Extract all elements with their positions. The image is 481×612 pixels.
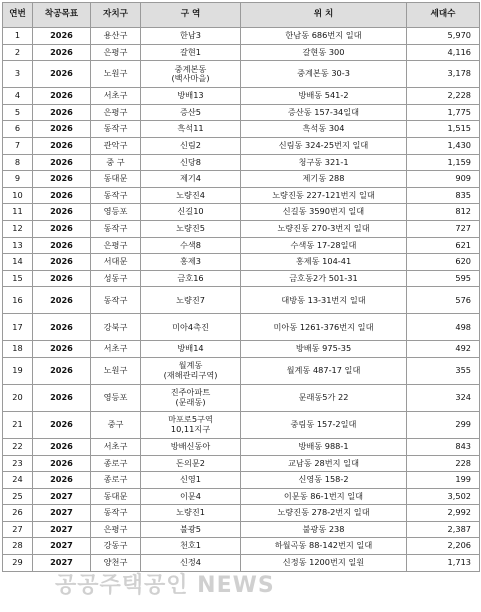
table-row [3, 88, 480, 105]
cell-district: 동작구 [91, 220, 141, 237]
cell-location: 신정동 1200번지 일원 [241, 555, 407, 572]
cell-households: 324 [407, 384, 480, 411]
cell-district: 은평구 [91, 104, 141, 121]
cell-households: 909 [407, 171, 480, 188]
cell-households: 595 [407, 270, 480, 287]
table-row [3, 341, 480, 358]
cell-no: 13 [3, 237, 33, 254]
table-row [3, 357, 480, 384]
cell-year: 2026 [33, 472, 91, 489]
table-row [3, 121, 480, 138]
cell-no: 27 [3, 521, 33, 538]
cell-location: 문래동5가 22 [241, 384, 407, 411]
cell-year: 2026 [33, 341, 91, 358]
cell-district: 강동구 [91, 538, 141, 555]
cell-households: 3,502 [407, 488, 480, 505]
table-row [3, 254, 480, 271]
cell-year: 2026 [33, 384, 91, 411]
cell-no: 16 [3, 287, 33, 314]
cell-households: 299 [407, 411, 480, 438]
cell-location: 신림동 324-25번지 일대 [241, 137, 407, 154]
cell-district: 영등포 [91, 384, 141, 411]
cell-area: 미아4촉진 [141, 314, 241, 341]
housing-table [2, 2, 480, 572]
cell-year: 2026 [33, 237, 91, 254]
cell-households: 492 [407, 341, 480, 358]
cell-households: 2,206 [407, 538, 480, 555]
cell-year: 2027 [33, 521, 91, 538]
cell-households: 1,713 [407, 555, 480, 572]
cell-area: 한남3 [141, 28, 241, 45]
table-row [3, 171, 480, 188]
table-row [3, 237, 480, 254]
cell-area: 신정4 [141, 555, 241, 572]
cell-district: 강북구 [91, 314, 141, 341]
cell-no: 23 [3, 455, 33, 472]
cell-no: 10 [3, 187, 33, 204]
cell-no: 24 [3, 472, 33, 489]
table-row [3, 538, 480, 555]
cell-district: 성동구 [91, 270, 141, 287]
cell-location: 대방동 13-31번지 일대 [241, 287, 407, 314]
cell-no: 2 [3, 44, 33, 61]
cell-households: 1,159 [407, 154, 480, 171]
header-row [3, 3, 480, 28]
cell-no: 19 [3, 357, 33, 384]
cell-area: 신림2 [141, 137, 241, 154]
cell-households: 355 [407, 357, 480, 384]
cell-district: 동대문 [91, 488, 141, 505]
cell-location: 노량진동 278-2번지 일대 [241, 505, 407, 522]
cell-households: 5,970 [407, 28, 480, 45]
cell-area: 갈현1 [141, 44, 241, 61]
cell-area: 천호1 [141, 538, 241, 555]
header-year: 착공목표 [33, 3, 91, 28]
cell-no: 7 [3, 137, 33, 154]
cell-area: 방배13 [141, 88, 241, 105]
table-row [3, 187, 480, 204]
table-row [3, 555, 480, 572]
cell-no: 22 [3, 438, 33, 455]
cell-district: 중구 [91, 411, 141, 438]
cell-no: 14 [3, 254, 33, 271]
cell-no: 3 [3, 61, 33, 88]
cell-households: 812 [407, 204, 480, 221]
cell-households: 621 [407, 237, 480, 254]
cell-district: 은평구 [91, 521, 141, 538]
cell-year: 2026 [33, 44, 91, 61]
cell-area: 노량진4 [141, 187, 241, 204]
cell-households: 4,116 [407, 44, 480, 61]
cell-area: 진주아파트 (문래동) [141, 384, 241, 411]
table-row [3, 204, 480, 221]
cell-location: 방배동 541-2 [241, 88, 407, 105]
cell-households: 620 [407, 254, 480, 271]
cell-no: 8 [3, 154, 33, 171]
table-row [3, 104, 480, 121]
cell-district: 노원구 [91, 61, 141, 88]
cell-households: 1,775 [407, 104, 480, 121]
cell-no: 18 [3, 341, 33, 358]
table-row [3, 220, 480, 237]
cell-year: 2026 [33, 137, 91, 154]
watermark: 공공주택공인 NEWS [55, 573, 275, 598]
header-households: 세대수 [407, 3, 480, 28]
cell-area: 신당8 [141, 154, 241, 171]
cell-households: 2,228 [407, 88, 480, 105]
cell-no: 15 [3, 270, 33, 287]
cell-households: 3,178 [407, 61, 480, 88]
cell-location: 갈현동 300 [241, 44, 407, 61]
cell-area: 이문4 [141, 488, 241, 505]
cell-location: 한남동 686번지 일대 [241, 28, 407, 45]
cell-district: 동작구 [91, 121, 141, 138]
cell-no: 20 [3, 384, 33, 411]
cell-location: 신영동 158-2 [241, 472, 407, 489]
cell-no: 6 [3, 121, 33, 138]
cell-district: 종로구 [91, 472, 141, 489]
cell-district: 양천구 [91, 555, 141, 572]
cell-district: 용산구 [91, 28, 141, 45]
cell-location: 신길동 3590번지 일대 [241, 204, 407, 221]
cell-households: 228 [407, 455, 480, 472]
cell-no: 26 [3, 505, 33, 522]
cell-location: 증산동 157-34일대 [241, 104, 407, 121]
cell-location: 수색동 17-28일대 [241, 237, 407, 254]
cell-area: 흑석11 [141, 121, 241, 138]
table-row [3, 384, 480, 411]
cell-location: 불광동 238 [241, 521, 407, 538]
cell-location: 노량진동 227-121번지 일대 [241, 187, 407, 204]
cell-area: 불광5 [141, 521, 241, 538]
cell-year: 2026 [33, 455, 91, 472]
cell-location: 중계본동 30-3 [241, 61, 407, 88]
cell-households: 199 [407, 472, 480, 489]
cell-district: 서초구 [91, 88, 141, 105]
cell-district: 노원구 [91, 357, 141, 384]
cell-year: 2026 [33, 220, 91, 237]
cell-location: 제기동 288 [241, 171, 407, 188]
cell-area: 증산5 [141, 104, 241, 121]
cell-area: 홍제3 [141, 254, 241, 271]
cell-year: 2026 [33, 88, 91, 105]
cell-area: 방배신동아 [141, 438, 241, 455]
cell-no: 4 [3, 88, 33, 105]
cell-year: 2026 [33, 270, 91, 287]
header-no: 연번 [3, 3, 33, 28]
cell-households: 843 [407, 438, 480, 455]
header-area: 구 역 [141, 3, 241, 28]
cell-location: 이문동 86-1번지 일대 [241, 488, 407, 505]
cell-year: 2026 [33, 28, 91, 45]
cell-location: 하월곡동 88-142번지 일대 [241, 538, 407, 555]
cell-location: 방배동 988-1 [241, 438, 407, 455]
table-row [3, 270, 480, 287]
cell-year: 2026 [33, 121, 91, 138]
cell-district: 종로구 [91, 455, 141, 472]
cell-year: 2027 [33, 488, 91, 505]
table-row [3, 505, 480, 522]
cell-households: 1,515 [407, 121, 480, 138]
cell-district: 서초구 [91, 438, 141, 455]
cell-location: 미아동 1261-376번지 일대 [241, 314, 407, 341]
cell-year: 2027 [33, 505, 91, 522]
table-row [3, 455, 480, 472]
table-row [3, 44, 480, 61]
cell-households: 727 [407, 220, 480, 237]
table-row [3, 314, 480, 341]
cell-district: 동작구 [91, 505, 141, 522]
cell-no: 11 [3, 204, 33, 221]
cell-year: 2026 [33, 204, 91, 221]
cell-area: 제기4 [141, 171, 241, 188]
cell-households: 2,387 [407, 521, 480, 538]
cell-location: 중림동 157-2일대 [241, 411, 407, 438]
cell-no: 21 [3, 411, 33, 438]
cell-area: 신영1 [141, 472, 241, 489]
cell-location: 금호동2가 501-31 [241, 270, 407, 287]
cell-area: 돈의문2 [141, 455, 241, 472]
cell-year: 2026 [33, 154, 91, 171]
cell-area: 금호16 [141, 270, 241, 287]
cell-area: 신길10 [141, 204, 241, 221]
cell-no: 1 [3, 28, 33, 45]
table-row [3, 521, 480, 538]
cell-district: 서초구 [91, 341, 141, 358]
table-row [3, 137, 480, 154]
cell-no: 29 [3, 555, 33, 572]
cell-location: 방배동 975-35 [241, 341, 407, 358]
cell-area: 노량진1 [141, 505, 241, 522]
cell-area: 노량진5 [141, 220, 241, 237]
cell-district: 동대문 [91, 171, 141, 188]
cell-no: 9 [3, 171, 33, 188]
table-row [3, 472, 480, 489]
cell-location: 월계동 487-17 일대 [241, 357, 407, 384]
cell-households: 576 [407, 287, 480, 314]
cell-area: 중계본동 (백사마을) [141, 61, 241, 88]
cell-location: 노량진동 270-3번지 일대 [241, 220, 407, 237]
cell-location: 흑석동 304 [241, 121, 407, 138]
cell-district: 동작구 [91, 287, 141, 314]
cell-area: 수색8 [141, 237, 241, 254]
cell-location: 홍제동 104-41 [241, 254, 407, 271]
cell-year: 2026 [33, 314, 91, 341]
table-row [3, 28, 480, 45]
cell-no: 25 [3, 488, 33, 505]
table-row [3, 411, 480, 438]
cell-year: 2026 [33, 411, 91, 438]
cell-year: 2026 [33, 171, 91, 188]
cell-district: 영등포 [91, 204, 141, 221]
header-location: 위 치 [241, 3, 407, 28]
cell-area: 마포로5구역 10,11지구 [141, 411, 241, 438]
cell-area: 월계동 (재해관리구역) [141, 357, 241, 384]
cell-year: 2026 [33, 61, 91, 88]
cell-year: 2026 [33, 104, 91, 121]
cell-no: 17 [3, 314, 33, 341]
cell-year: 2026 [33, 287, 91, 314]
cell-district: 은평구 [91, 237, 141, 254]
cell-households: 1,430 [407, 137, 480, 154]
table-row [3, 61, 480, 88]
cell-year: 2026 [33, 187, 91, 204]
cell-year: 2026 [33, 438, 91, 455]
cell-year: 2026 [33, 357, 91, 384]
table-row [3, 438, 480, 455]
cell-year: 2027 [33, 555, 91, 572]
cell-district: 중 구 [91, 154, 141, 171]
cell-no: 28 [3, 538, 33, 555]
cell-area: 방배14 [141, 341, 241, 358]
cell-year: 2027 [33, 538, 91, 555]
cell-households: 835 [407, 187, 480, 204]
table-row [3, 154, 480, 171]
cell-households: 498 [407, 314, 480, 341]
cell-district: 동작구 [91, 187, 141, 204]
cell-location: 청구동 321-1 [241, 154, 407, 171]
cell-district: 관악구 [91, 137, 141, 154]
table-row [3, 287, 480, 314]
cell-area: 노량진7 [141, 287, 241, 314]
cell-district: 은평구 [91, 44, 141, 61]
cell-no: 12 [3, 220, 33, 237]
cell-year: 2026 [33, 254, 91, 271]
header-district: 자치구 [91, 3, 141, 28]
cell-location: 교남동 28번지 일대 [241, 455, 407, 472]
cell-district: 서대문 [91, 254, 141, 271]
cell-households: 2,992 [407, 505, 480, 522]
cell-no: 5 [3, 104, 33, 121]
table-row [3, 488, 480, 505]
